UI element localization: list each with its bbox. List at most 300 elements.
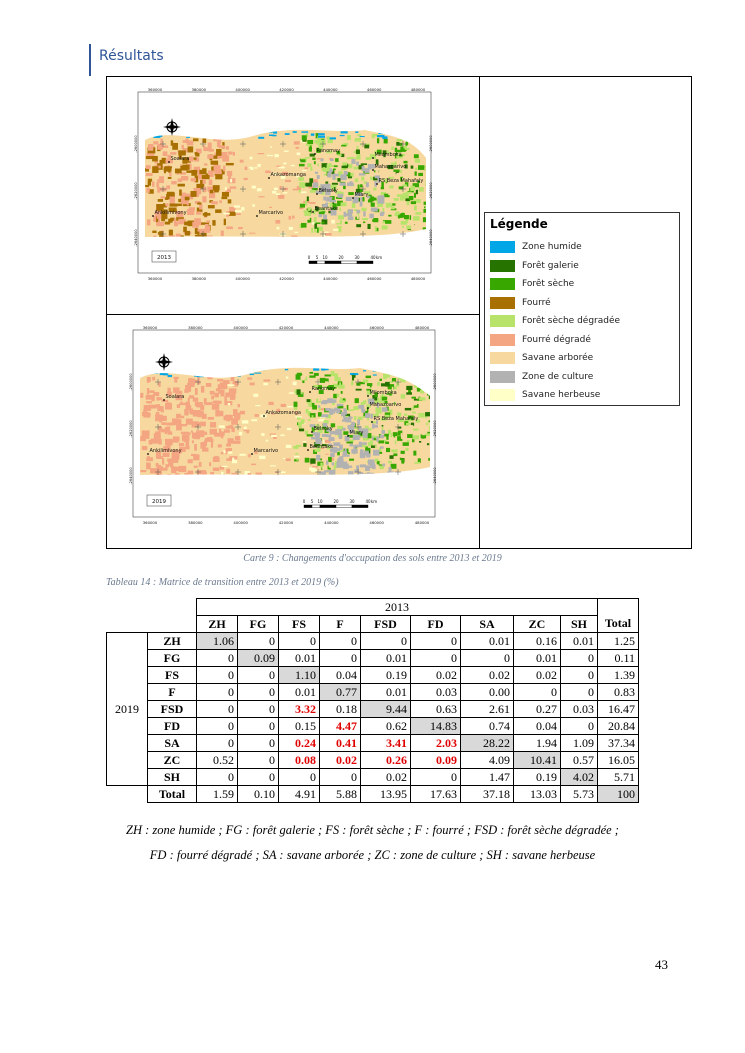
land-cover-patch: [319, 214, 323, 217]
land-cover-patch: [276, 166, 280, 167]
land-cover-patch: [318, 405, 320, 407]
matrix-cell: 0.24: [279, 735, 320, 752]
land-cover-patch: [351, 159, 355, 163]
land-cover-patch: [401, 394, 406, 398]
row-header: SH: [148, 769, 197, 786]
land-cover-patch: [321, 369, 325, 371]
land-cover-patch: [318, 412, 322, 416]
land-cover-patch: [411, 166, 414, 169]
map-tick-label: 460000: [366, 276, 382, 281]
land-cover-patch: [347, 157, 351, 159]
land-cover-patch: [156, 182, 159, 187]
place-label: Ankilimivony: [149, 448, 182, 454]
land-cover-patch: [307, 220, 310, 223]
land-cover-patch: [370, 414, 372, 419]
land-cover-patch: [312, 158, 315, 160]
land-cover-patch: [414, 405, 419, 407]
column-total-cell: 0.10: [238, 786, 279, 803]
matrix-cell: 0.62: [361, 718, 411, 735]
land-cover-patch: [229, 425, 233, 427]
land-cover-patch: [228, 403, 230, 405]
land-cover-patch: [360, 453, 366, 459]
scale-segment: [320, 505, 336, 508]
land-cover-patch: [217, 379, 223, 381]
land-cover-patch: [421, 434, 423, 437]
place-label: Beantake: [309, 444, 334, 450]
legend-item: [490, 333, 591, 347]
land-cover-patch: [425, 412, 430, 416]
scale-segment: [325, 261, 341, 264]
land-cover-patch: [165, 403, 172, 410]
table-caption: Tableau 14 : Matrice de transition entre 2013 et 2019 (%): [106, 577, 339, 588]
blank-cell: [598, 599, 639, 616]
land-cover-patch: [414, 205, 417, 210]
land-cover-patch: [242, 420, 248, 423]
land-cover-patch: [287, 406, 293, 407]
land-cover-patch: [226, 146, 229, 149]
land-cover-patch: [328, 457, 332, 462]
matrix-cell: 0.02: [411, 667, 461, 684]
land-cover-patch: [168, 431, 173, 434]
land-cover-patch: [360, 184, 363, 187]
land-cover-patch: [377, 382, 380, 386]
land-cover-patch: [295, 232, 299, 233]
land-cover-patch: [186, 402, 190, 406]
land-cover-patch: [197, 202, 201, 204]
land-cover-patch: [144, 413, 151, 416]
place-label: RS Beza Mahafaly: [373, 416, 419, 422]
land-cover-patch: [396, 142, 399, 146]
land-cover-patch: [311, 228, 313, 233]
land-cover-patch: [413, 429, 418, 431]
legend-item: [490, 296, 551, 310]
land-cover-patch: [324, 393, 328, 396]
land-cover-patch: [386, 203, 391, 206]
land-cover-patch: [227, 438, 233, 443]
land-cover-patch: [284, 151, 289, 152]
land-cover-patch: [349, 443, 353, 446]
land-cover-patch: [228, 384, 235, 386]
land-cover-patch: [221, 466, 227, 467]
land-cover-patch: [169, 172, 171, 176]
land-cover-patch: [170, 196, 175, 203]
land-cover-patch: [360, 136, 365, 137]
land-cover-patch: [343, 431, 348, 435]
land-cover-patch: [283, 192, 287, 193]
land-cover-patch: [202, 175, 210, 179]
land-cover-patch: [325, 233, 331, 236]
land-cover-patch: [156, 222, 164, 226]
table-total-row: [107, 786, 639, 803]
land-cover-patch: [407, 223, 410, 226]
legend-label: Fourré: [522, 297, 551, 308]
land-cover-patch: [211, 201, 218, 204]
land-cover-patch: [373, 450, 379, 456]
scale-segment: [304, 505, 312, 508]
scale-label: 10: [317, 499, 323, 504]
legend-label: Zone de culture: [522, 371, 594, 382]
land-cover-patch: [205, 224, 209, 229]
land-cover-patch: [379, 195, 384, 199]
land-cover-patch: [170, 152, 176, 155]
matrix-cell: 0: [238, 667, 279, 684]
land-cover-patch: [360, 463, 364, 465]
land-cover-patch: [301, 376, 304, 380]
matrix-cell: 1.47: [461, 769, 514, 786]
matrix-cell: 0: [197, 650, 238, 667]
table-header-row: [107, 599, 639, 616]
land-cover-patch: [354, 378, 359, 381]
matrix-cell: 0: [561, 684, 598, 701]
land-cover-patch: [198, 411, 204, 416]
row-header: Total: [148, 786, 197, 803]
land-cover-patch: [330, 453, 335, 457]
land-cover-patch: [267, 155, 273, 156]
matrix-cell: 0.74: [461, 718, 514, 735]
map-tick-label: 480000: [414, 325, 430, 330]
land-cover-patch: [162, 416, 166, 421]
land-cover-patch: [212, 220, 215, 226]
land-cover-patch: [146, 395, 154, 400]
matrix-cell: 0: [279, 633, 320, 650]
matrix-cell: 10.41: [514, 752, 561, 769]
table-row: [107, 701, 639, 718]
land-cover-patch: [156, 463, 159, 466]
land-cover-patch: [324, 232, 329, 233]
land-cover-patch: [276, 193, 280, 195]
column-total-cell: 17.63: [411, 786, 461, 803]
land-cover-patch: [301, 191, 307, 193]
land-cover-patch: [140, 470, 146, 472]
land-cover-patch: [178, 150, 186, 155]
land-cover-patch: [253, 394, 258, 397]
legend-swatch: [490, 371, 515, 383]
land-cover-patch: [142, 430, 150, 436]
map-caption: Carte 9 : Changements d'occupation des sols entre 2013 et 2019: [243, 553, 502, 564]
land-cover-patch: [355, 178, 359, 182]
matrix-cell: 4.09: [461, 752, 514, 769]
map-tick-label: 380000: [188, 325, 203, 330]
map-tick-label: 360000: [142, 520, 158, 525]
land-cover-patch: [167, 440, 171, 447]
matrix-cell: 3.41: [361, 735, 411, 752]
land-cover-patch: [146, 188, 149, 193]
land-cover-patch: [318, 419, 324, 421]
land-cover-patch: [368, 459, 375, 464]
land-cover-patch: [219, 200, 221, 203]
land-cover-patch: [206, 220, 210, 222]
land-cover-patch: [337, 178, 340, 182]
land-cover-patch: [314, 373, 319, 376]
land-cover-patch: [250, 383, 255, 386]
matrix-cell: 0: [279, 769, 320, 786]
land-cover-patch: [318, 136, 325, 138]
land-cover-patch: [235, 210, 242, 212]
map-tick-label: 380000: [191, 87, 207, 92]
land-cover-patch: [162, 400, 169, 402]
land-cover-patch: [325, 374, 331, 376]
land-cover-patch: [341, 138, 344, 143]
land-cover-patch: [182, 434, 184, 439]
land-use-map-2019: [128, 324, 440, 528]
land-cover-patch: [372, 437, 374, 441]
matrix-cell: 0.04: [320, 667, 361, 684]
land-cover-patch: [310, 392, 316, 396]
land-cover-patch: [331, 399, 336, 403]
legend-swatch: [490, 297, 515, 309]
table-row: [107, 769, 639, 786]
land-cover-patch: [405, 448, 408, 451]
land-use-map-2013: [133, 86, 436, 284]
row-total-cell: 0.83: [598, 684, 639, 701]
land-cover-patch: [415, 212, 421, 215]
land-cover-patch: [382, 427, 384, 431]
land-cover-patch: [203, 213, 211, 216]
land-cover-patch: [306, 409, 309, 414]
land-cover-patch: [342, 419, 347, 421]
land-cover-patch: [336, 408, 340, 413]
map-year-label: 2013: [157, 255, 171, 261]
land-cover-patch: [403, 146, 406, 149]
land-cover-patch: [305, 157, 310, 159]
land-cover-patch: [357, 134, 361, 136]
land-cover-patch: [373, 374, 377, 375]
land-cover-patch: [413, 216, 419, 221]
row-total-cell: 0.11: [598, 650, 639, 667]
land-cover-patch: [227, 448, 232, 451]
map-tick-label: 360000: [142, 325, 158, 330]
land-cover-patch: [199, 462, 202, 467]
land-cover-patch: [206, 383, 211, 387]
matrix-cell: 0: [238, 769, 279, 786]
land-cover-patch: [203, 187, 205, 193]
land-cover-patch: [347, 405, 349, 410]
land-cover-patch: [307, 163, 311, 167]
table-row: [107, 667, 639, 684]
land-cover-patch: [343, 186, 346, 190]
matrix-cell: 0: [561, 718, 598, 735]
land-cover-patch: [297, 417, 301, 419]
table-row: [107, 650, 639, 667]
land-cover-patch: [415, 159, 420, 163]
map-tick-label: -2600000: [129, 373, 133, 391]
land-cover-patch: [373, 188, 376, 191]
land-cover-patch: [340, 135, 345, 136]
land-cover-patch: [173, 377, 178, 379]
land-cover-patch: [193, 138, 198, 141]
land-cover-patch: [322, 163, 328, 168]
matrix-cell: 3.32: [279, 701, 320, 718]
land-cover-patch: [210, 190, 214, 193]
land-cover-patch: [372, 464, 376, 469]
land-cover-patch: [402, 195, 406, 199]
land-cover-patch: [341, 131, 348, 133]
land-cover-patch: [396, 382, 399, 387]
land-cover-patch: [259, 456, 265, 459]
land-cover-patch: [422, 435, 426, 438]
land-cover-patch: [152, 377, 155, 381]
land-cover-patch: [356, 149, 360, 154]
column-header: ZH: [197, 616, 238, 633]
land-cover-patch: [211, 166, 213, 170]
land-cover-patch: [287, 428, 291, 430]
land-cover-patch: [204, 163, 207, 165]
land-cover-patch: [371, 208, 378, 212]
land-cover-patch: [239, 432, 242, 435]
land-cover-patch: [145, 185, 149, 187]
land-cover-patch: [393, 453, 397, 456]
legend-item: [490, 240, 582, 254]
land-cover-patch: [377, 135, 384, 137]
land-cover-patch: [363, 379, 369, 382]
map-tick-label: 480000: [410, 276, 426, 281]
land-cover-patch: [193, 398, 198, 402]
legend-item: [490, 370, 593, 384]
land-cover-patch: [377, 138, 379, 143]
map-tick-label: 420000: [279, 276, 294, 281]
map-tick-label: -2620000: [429, 182, 433, 200]
land-cover-patch: [167, 388, 170, 393]
land-cover-patch: [416, 443, 422, 448]
legend-label: Savane arborée: [522, 353, 594, 363]
land-cover-patch: [397, 211, 400, 214]
map-tick-label: -2600000: [433, 373, 437, 391]
column-header: F: [320, 616, 361, 633]
land-cover-patch: [362, 208, 367, 211]
land-cover-patch: [364, 145, 369, 149]
map-tick-label: 380000: [191, 276, 207, 281]
matrix-cell: 0: [197, 667, 238, 684]
scale-label: 10: [322, 255, 328, 260]
land-cover-patch: [345, 213, 352, 216]
land-cover-patch: [158, 382, 160, 386]
land-cover-patch: [386, 145, 391, 149]
land-cover-patch: [336, 448, 340, 451]
row-header: ZH: [148, 633, 197, 650]
land-cover-patch: [307, 196, 309, 201]
map-tick-label: 460000: [369, 325, 384, 330]
land-cover-patch: [330, 200, 336, 202]
legend-item: [490, 259, 579, 273]
land-cover-patch: [196, 404, 200, 407]
row-header: ZC: [148, 752, 197, 769]
land-cover-patch: [188, 146, 194, 152]
map-year-label: 2019: [152, 499, 166, 505]
land-cover-patch: [354, 167, 358, 170]
land-cover-patch: [384, 434, 389, 437]
land-cover-patch: [312, 466, 318, 467]
land-cover-patch: [377, 144, 382, 148]
land-cover-patch: [325, 182, 328, 184]
land-cover-patch: [307, 399, 311, 402]
land-cover-patch: [365, 465, 370, 471]
land-cover-patch: [203, 179, 206, 184]
land-cover-patch: [328, 139, 333, 143]
land-cover-patch: [226, 163, 234, 165]
place-label: Mahazoarivo: [369, 402, 402, 408]
matrix-cell: 0: [461, 650, 514, 667]
land-cover-patch: [166, 423, 172, 426]
land-cover-patch: [181, 176, 188, 181]
land-cover-patch: [240, 411, 245, 415]
land-cover-patch: [296, 445, 302, 447]
land-cover-patch: [162, 158, 167, 160]
land-cover-patch: [310, 458, 315, 463]
land-cover-patch: [307, 140, 313, 144]
land-cover-patch: [424, 428, 429, 430]
land-cover-patch: [255, 414, 259, 417]
land-cover-patch: [171, 140, 173, 145]
land-cover-patch: [174, 204, 182, 206]
land-cover-patch: [228, 199, 232, 203]
land-cover-patch: [382, 464, 385, 467]
land-cover-patch: [332, 462, 334, 465]
land-cover-patch: [186, 138, 189, 141]
land-cover-patch: [384, 195, 390, 197]
land-cover-patch: [140, 393, 143, 398]
land-cover-patch: [246, 431, 249, 433]
land-cover-patch: [341, 145, 346, 147]
land-cover-patch: [342, 162, 347, 165]
matrix-cell: 0.02: [514, 667, 561, 684]
matrix-cell: 0: [361, 633, 411, 650]
land-cover-patch: [191, 178, 196, 181]
map-tick-label: -2640000: [129, 467, 133, 485]
land-cover-patch: [174, 218, 176, 223]
land-cover-patch: [315, 172, 318, 174]
land-cover-patch: [239, 454, 245, 456]
place-label: Ankazomanga: [270, 172, 306, 178]
land-cover-patch: [356, 383, 360, 386]
land-cover-patch: [396, 173, 401, 176]
land-cover-patch: [165, 427, 167, 434]
land-cover-patch: [184, 432, 190, 434]
land-cover-patch: [346, 197, 352, 201]
land-cover-patch: [238, 227, 243, 229]
place-label: Ankazomanga: [265, 410, 301, 416]
matrix-cell: 0.00: [461, 684, 514, 701]
matrix-cell: 0.03: [411, 684, 461, 701]
land-cover-patch: [312, 403, 315, 407]
row-header: SA: [148, 735, 197, 752]
land-cover-patch: [194, 444, 197, 451]
land-cover-patch: [395, 440, 397, 444]
land-cover-patch: [230, 179, 232, 183]
land-cover-patch: [155, 161, 158, 163]
land-cover-patch: [401, 221, 407, 225]
column-header: SH: [561, 616, 598, 633]
land-cover-patch: [208, 417, 214, 420]
land-cover-patch: [297, 152, 301, 155]
land-cover-patch: [154, 440, 157, 442]
land-cover-patch: [258, 137, 264, 139]
land-cover-patch: [294, 141, 300, 144]
land-cover-patch: [147, 219, 151, 225]
land-cover-patch: [157, 179, 163, 182]
row-year-header: 2019: [107, 633, 148, 786]
blank-cell: [107, 616, 148, 633]
column-total-cell: 1.59: [197, 786, 238, 803]
land-cover-patch: [326, 197, 332, 199]
map-tick-label: 440000: [323, 276, 338, 281]
column-header: FD: [411, 616, 461, 633]
row-total-cell: 20.84: [598, 718, 639, 735]
land-cover-patch: [301, 223, 306, 228]
land-cover-patch: [352, 203, 356, 208]
land-cover-patch: [286, 445, 291, 448]
matrix-cell: 0: [411, 650, 461, 667]
table-row: [107, 735, 639, 752]
